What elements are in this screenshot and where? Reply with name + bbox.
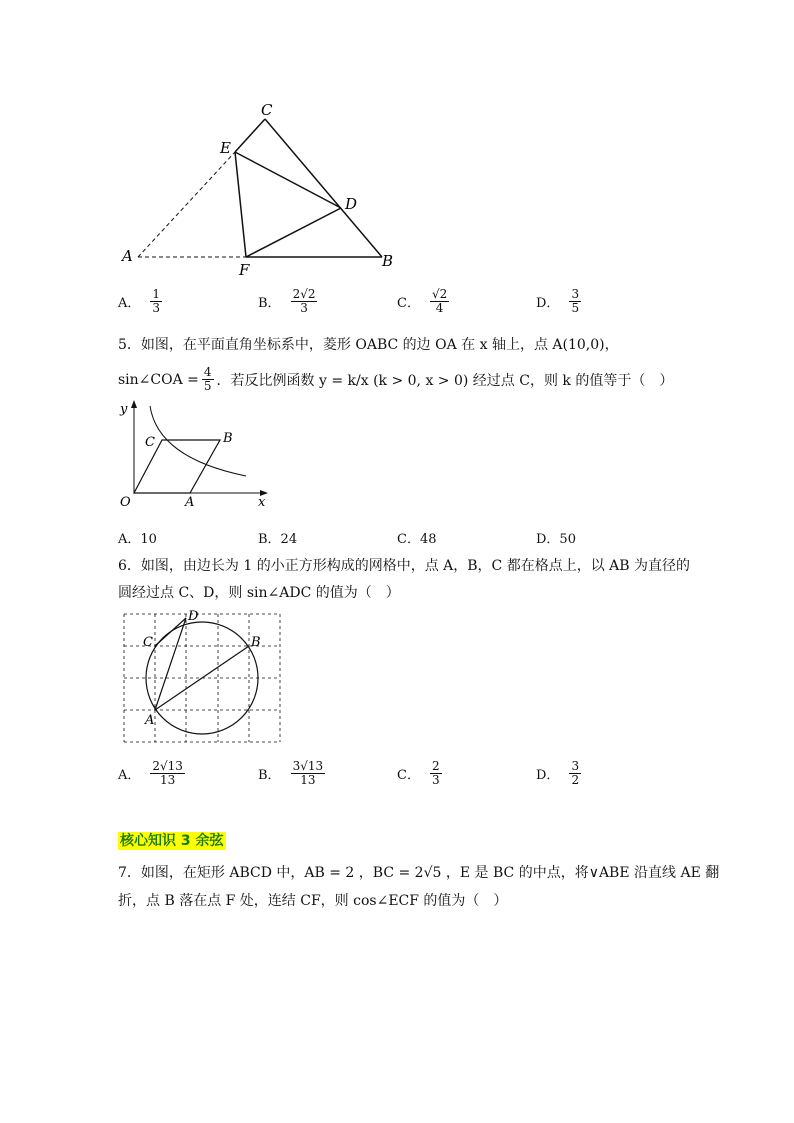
q4-segment-ae-dashed — [138, 152, 235, 257]
q4-label-d: D — [345, 195, 358, 213]
q6-option-a-fraction: $\frac{2√13}{13}$ — [152, 759, 183, 787]
q4-option-c-label: C． — [397, 296, 420, 311]
q5-question-line2 — [118, 366, 673, 393]
q6-option-c-fraction: $\frac{2}{3}$ — [431, 759, 440, 787]
q5-label-a: A — [185, 495, 195, 510]
q6-option-b-label: B． — [258, 768, 281, 783]
q4-option-b-label: B． — [258, 296, 281, 311]
section-heading-text: 核心知识 3 余弦 — [120, 833, 224, 849]
q4-option-d[interactable] — [536, 288, 581, 315]
q6-grid-circle-figure — [118, 606, 288, 751]
q4-option-b-fraction: $\frac{2√2}{3}$ — [292, 287, 316, 315]
q4-option-b[interactable] — [258, 288, 317, 315]
q6-option-d-label: D． — [536, 768, 560, 783]
q6-label-c: C — [143, 635, 153, 650]
q5-label-o: O — [120, 495, 131, 510]
q5-option-b[interactable]: B．24 — [258, 532, 298, 547]
q5-fraction-four-fifths: $\frac{4}{5}$ — [203, 365, 212, 393]
q4-option-c-fraction: $\frac{√2}{4}$ — [431, 287, 448, 315]
q6-label-d: D — [188, 609, 199, 624]
q5-label-b: B — [223, 431, 233, 446]
q6-label-a: A — [145, 713, 155, 728]
q4-triangle-figure — [110, 95, 410, 280]
q4-option-d-label: D． — [536, 296, 560, 311]
q4-segment-ef — [235, 152, 246, 257]
q4-option-d-fraction: $\frac{3}{5}$ — [571, 287, 580, 315]
q6-option-c[interactable] — [397, 760, 442, 787]
q4-segment-ce — [235, 119, 265, 152]
q6-question-line1: 6．如图，由边长为 1 的小正方形构成的网格中，点 A，B，C 都在格点上，以 AB 为直径的 — [118, 558, 691, 574]
q4-option-a-fraction: $\frac{1}{3}$ — [152, 287, 161, 315]
q5-option-c[interactable]: C．48 — [397, 532, 437, 547]
section-heading — [118, 830, 226, 850]
q4-segment-ed — [235, 152, 341, 208]
q6-option-b[interactable] — [258, 760, 325, 787]
q4-segment-fd — [246, 208, 341, 257]
q6-option-a[interactable] — [118, 760, 185, 787]
q4-label-a: A — [122, 247, 133, 265]
q6-option-d-fraction: $\frac{3}{2}$ — [571, 759, 580, 787]
q5-label-x-axis: x — [258, 495, 266, 510]
q6-question-line2: 圆经过点 C、D，则 sin∠ADC 的值为（ ） — [118, 585, 400, 601]
q4-option-a-label: A． — [118, 296, 141, 311]
q5-label-y-axis: y — [120, 402, 128, 417]
q5-rhombus-figure — [112, 398, 282, 513]
q4-label-f: F — [239, 261, 250, 279]
q7-question-line1: 7．如图，在矩形 ABCD 中，AB = 2 ，BC = 2√5 ，E 是 BC 的中点，将∨ABE 沿直线 AE 翻 — [118, 865, 720, 881]
q5-question-line1: 5．如图，在平面直角坐标系中，菱形 OABC 的边 OA 在 x 轴上，点 A(10,0)， — [118, 337, 619, 353]
q4-label-e: E — [220, 139, 231, 157]
q5-option-d[interactable]: D．50 — [536, 532, 576, 547]
q6-option-d[interactable] — [536, 760, 581, 787]
q6-option-a-label: A． — [118, 768, 141, 783]
q4-segment-bc — [265, 119, 382, 257]
q4-label-b: B — [382, 252, 394, 270]
q4-option-a[interactable] — [118, 288, 162, 315]
q6-label-b: B — [251, 635, 261, 650]
q5-option-a[interactable]: A．10 — [118, 532, 157, 547]
q4-label-c: C — [261, 101, 273, 119]
q6-option-b-fraction: $\frac{3√13}{13}$ — [292, 759, 324, 787]
q7-question-line2: 折，点 B 落在点 F 处，连结 CF，则 cos∠ECF 的值为（ ） — [118, 893, 508, 909]
q6-option-c-label: C． — [397, 768, 420, 783]
q5-label-c: C — [145, 435, 155, 450]
q5-sin-text: sin∠COA = — [118, 371, 199, 388]
q4-option-c[interactable] — [397, 288, 449, 315]
q5-condition-text: ．若反比例函数 y = k/x (k > 0, x > 0) 经过点 C，则 k 的值等于（ ） — [216, 372, 674, 389]
